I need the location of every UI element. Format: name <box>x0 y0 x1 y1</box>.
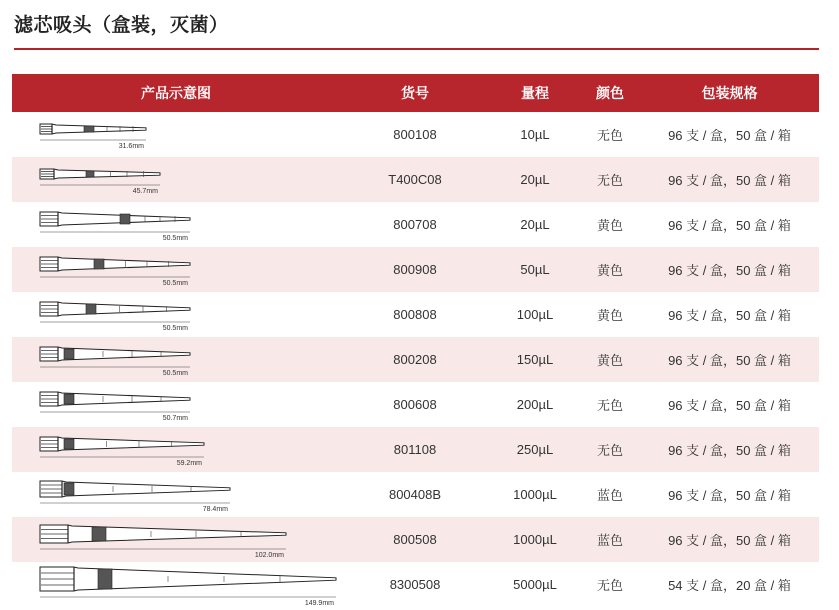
product-table <box>12 74 819 607</box>
pipette-tip-icon <box>38 338 198 382</box>
volume-range: 250µL <box>516 442 554 457</box>
table-row <box>12 292 819 337</box>
tip-length-label: 50.5mm <box>162 324 188 332</box>
packing-spec: 96 支 / 盒，50 盒 / 箱 <box>668 308 791 323</box>
tip-diagram-cell <box>12 427 340 472</box>
table-row <box>12 562 819 607</box>
header-volume: 量程 <box>521 86 549 102</box>
tip-length-label: 78.4mm <box>202 505 228 513</box>
table-row <box>12 472 819 517</box>
tip-color: 无色 <box>596 173 623 188</box>
tip-length-label: 50.7mm <box>162 414 188 422</box>
packing-spec: 96 支 / 盒，50 盒 / 箱 <box>668 263 791 278</box>
packing-spec: 96 支 / 盒，50 盒 / 箱 <box>668 488 791 503</box>
tip-length-label: 50.5mm <box>162 234 188 242</box>
product-code: 800808 <box>393 307 437 322</box>
packing-spec: 96 支 / 盒，50 盒 / 箱 <box>668 398 791 413</box>
tip-color: 黄色 <box>596 218 623 233</box>
tip-diagram-cell <box>12 157 340 202</box>
packing-spec: 96 支 / 盒，50 盒 / 箱 <box>668 353 791 368</box>
tip-length-label: 50.5mm <box>162 279 188 287</box>
table-row <box>12 157 819 202</box>
header-packing: 包装规格 <box>701 86 758 102</box>
table-row <box>12 427 819 472</box>
tip-length-label: 102.0mm <box>254 551 284 559</box>
volume-range: 10µL <box>520 127 550 142</box>
tip-length-label: 45.7mm <box>132 187 158 195</box>
product-code: 800708 <box>393 217 437 232</box>
table-header <box>12 74 819 112</box>
tip-length-label: 149.9mm <box>304 599 334 607</box>
pipette-tip-icon <box>38 158 168 202</box>
pipette-tip-icon <box>38 293 198 337</box>
header-code: 货号 <box>401 86 429 102</box>
pipette-tip-icon <box>38 113 154 157</box>
product-code: 800408B <box>388 487 442 502</box>
packing-spec: 96 支 / 盒，50 盒 / 箱 <box>668 443 791 458</box>
product-code: 801108 <box>393 442 437 457</box>
tip-diagram-cell <box>12 247 340 292</box>
volume-range: 5000µL <box>513 577 557 592</box>
tip-color: 无色 <box>596 578 623 593</box>
pipette-tip-icon <box>38 203 198 247</box>
tip-diagram-cell <box>12 292 340 337</box>
pipette-tip-icon <box>38 473 238 517</box>
tip-diagram-cell <box>12 517 340 562</box>
product-code: 800508 <box>393 532 437 547</box>
volume-range: 200µL <box>516 397 554 412</box>
tip-color: 无色 <box>596 128 623 143</box>
volume-range: 1000µL <box>513 532 557 547</box>
tip-color: 蓝色 <box>596 533 623 548</box>
tip-diagram-cell <box>12 472 340 517</box>
product-code: T400C08 <box>388 172 442 187</box>
tip-color: 无色 <box>596 398 623 413</box>
volume-range: 1000µL <box>513 487 557 502</box>
tip-diagram-cell <box>12 112 340 157</box>
tip-length-label: 59.2mm <box>176 459 202 467</box>
product-code: 800608 <box>393 397 437 412</box>
tip-color: 黄色 <box>596 263 623 278</box>
table-row <box>12 382 819 427</box>
packing-spec: 54 支 / 盒，20 盒 / 箱 <box>668 578 791 593</box>
volume-range: 100µL <box>516 307 554 322</box>
product-code: 8300508 <box>389 577 441 592</box>
tip-color: 无色 <box>596 443 623 458</box>
tip-diagram-cell <box>12 562 340 607</box>
table-row <box>12 202 819 247</box>
table-row <box>12 247 819 292</box>
title-divider <box>14 48 819 50</box>
tip-diagram-cell <box>12 202 340 247</box>
packing-spec: 96 支 / 盒，50 盒 / 箱 <box>668 533 791 548</box>
packing-spec: 96 支 / 盒，50 盒 / 箱 <box>668 128 791 143</box>
product-code: 800208 <box>393 352 437 367</box>
tip-length-label: 31.6mm <box>118 142 144 150</box>
table-body <box>12 112 819 607</box>
table-row <box>12 337 819 382</box>
tip-color: 黄色 <box>596 353 623 368</box>
tip-length-label: 50.5mm <box>162 369 188 377</box>
packing-spec: 96 支 / 盒，50 盒 / 箱 <box>668 173 791 188</box>
pipette-tip-icon <box>38 563 340 607</box>
pipette-tip-icon <box>38 248 198 292</box>
volume-range: 150µL <box>516 352 554 367</box>
tip-color: 黄色 <box>596 308 623 323</box>
tip-diagram-cell <box>12 382 340 427</box>
pipette-tip-icon <box>38 518 294 562</box>
pipette-tip-icon <box>38 428 212 472</box>
volume-range: 20µL <box>520 217 550 232</box>
header-color: 颜色 <box>596 86 624 102</box>
header-image: 产品示意图 <box>141 86 211 102</box>
product-code: 800108 <box>393 127 437 142</box>
volume-range: 50µL <box>520 262 550 277</box>
pipette-tip-icon <box>38 383 198 427</box>
table-row <box>12 517 819 562</box>
tip-color: 蓝色 <box>596 488 623 503</box>
volume-range: 20µL <box>520 172 550 187</box>
table-row <box>12 112 819 157</box>
page-title: 滤芯吸头（盒装，灭菌） <box>14 14 229 36</box>
packing-spec: 96 支 / 盒，50 盒 / 箱 <box>668 218 791 233</box>
product-code: 800908 <box>393 262 437 277</box>
tip-diagram-cell <box>12 337 340 382</box>
